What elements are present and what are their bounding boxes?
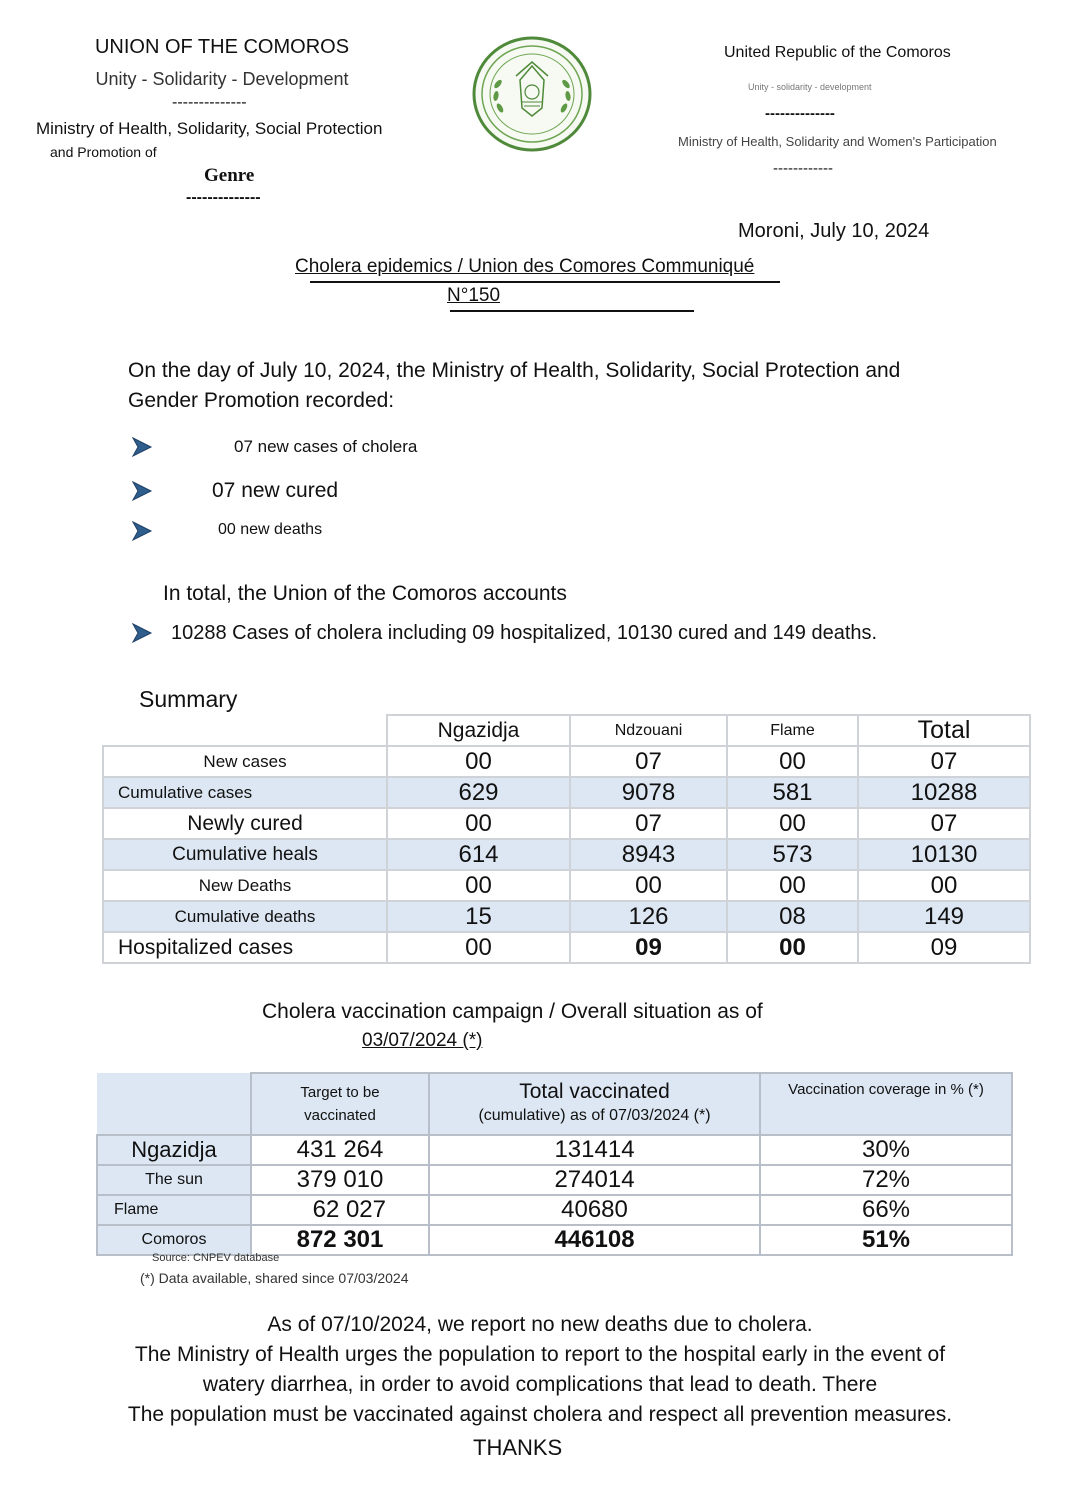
table-row xyxy=(103,746,1030,777)
summary-col-flame: Flame xyxy=(727,715,858,746)
cell: 446108 xyxy=(429,1225,760,1255)
cell: 66% xyxy=(760,1195,1012,1225)
row-label: Cumulative deaths xyxy=(103,901,387,932)
cell: 9078 xyxy=(570,777,727,808)
bullet-new-cases: 07 new cases of cholera xyxy=(234,437,418,456)
cell: 00 xyxy=(727,870,858,901)
cell: 149 xyxy=(858,901,1030,932)
vaccination-corner xyxy=(97,1073,251,1135)
closing-line: The population must be vaccinated against cholera and respect all prevention measures. xyxy=(127,1403,953,1426)
cell: 00 xyxy=(727,808,858,839)
row-label: Flame xyxy=(97,1195,251,1225)
cell: 09 xyxy=(570,932,727,963)
arrow-bullet-icon xyxy=(131,520,153,542)
cell: 00 xyxy=(858,870,1030,901)
closing-line: The Ministry of Health urges the population to report to the hospital early in the event of xyxy=(134,1343,946,1366)
header-total-line2: (cumulative) as of 07/03/2024 (*) xyxy=(478,1107,711,1124)
cell: 00 xyxy=(387,746,570,777)
arrow-bullet-icon xyxy=(131,622,153,644)
header-total xyxy=(429,1073,760,1135)
table-row xyxy=(103,870,1030,901)
cell: 00 xyxy=(387,870,570,901)
cell: 10130 xyxy=(858,839,1030,870)
communique-number: N°150 xyxy=(447,285,501,306)
row-label: Hospitalized cases xyxy=(103,932,387,963)
cell: 40680 xyxy=(429,1195,760,1225)
number-underline xyxy=(450,310,694,312)
cell: 00 xyxy=(570,870,727,901)
cell: 62 027 xyxy=(251,1195,429,1225)
cell: 07 xyxy=(858,808,1030,839)
cell: 629 xyxy=(387,777,570,808)
cell: 08 xyxy=(727,901,858,932)
row-label: Newly cured xyxy=(103,808,387,839)
cell: 07 xyxy=(570,808,727,839)
summary-col-ngazidja: Ngazidja xyxy=(387,715,570,746)
table-row xyxy=(103,901,1030,932)
summary-col-total: Total xyxy=(858,715,1030,746)
summary-heading: Summary xyxy=(139,686,238,712)
cell: 07 xyxy=(858,746,1030,777)
vaccination-title-date: 03/07/2024 (*) xyxy=(362,1030,483,1051)
row-label: Comoros xyxy=(97,1225,251,1255)
cell: 09 xyxy=(858,932,1030,963)
header-left-divider-2: -------------- xyxy=(186,189,261,206)
row-label: New cases xyxy=(103,746,387,777)
table-row xyxy=(97,1135,1012,1165)
closing-paragraph xyxy=(40,1310,1040,1430)
summary-table xyxy=(102,714,1031,964)
cell: 10288 xyxy=(858,777,1030,808)
cell: 131414 xyxy=(429,1135,760,1165)
thanks-text: THANKS xyxy=(473,1435,563,1460)
table-row xyxy=(97,1165,1012,1195)
header-coverage xyxy=(760,1073,1012,1135)
summary-col-ndzouani: Ndzouani xyxy=(570,715,727,746)
vaccination-header-row xyxy=(97,1073,1012,1135)
cell: 274014 xyxy=(429,1165,760,1195)
intro-paragraph: On the day of July 10, 2024, the Ministry of Health, Solidarity, Social Protection and Gender Promotion recorded: xyxy=(128,359,901,412)
table-row xyxy=(103,808,1030,839)
communique-title: Cholera epidemics / Union des Comores Communiqué xyxy=(295,256,755,277)
cell: 581 xyxy=(727,777,858,808)
header-left-ministry-line3: Genre xyxy=(204,165,255,186)
header-right-ministry: Ministry of Health, Solidarity and Women's Participation xyxy=(678,134,997,149)
cell: 872 301 xyxy=(251,1225,429,1255)
table-row xyxy=(103,839,1030,870)
vaccination-title: Cholera vaccination campaign / Overall situation as of xyxy=(262,1000,763,1023)
cell: 431 264 xyxy=(251,1135,429,1165)
cell: 00 xyxy=(387,808,570,839)
cell: 614 xyxy=(387,839,570,870)
cell: 379 010 xyxy=(251,1165,429,1195)
header-total-line1: Total vaccinated xyxy=(519,1080,670,1103)
document-date: Moroni, July 10, 2024 xyxy=(738,220,930,242)
row-label: Ngazidja xyxy=(97,1135,251,1165)
row-label: New Deaths xyxy=(103,870,387,901)
header-coverage-label: Vaccination coverage in % (*) xyxy=(788,1081,984,1098)
table-row xyxy=(103,932,1030,963)
summary-corner xyxy=(103,715,387,746)
cell: 573 xyxy=(727,839,858,870)
bullet-new-cured: 07 new cured xyxy=(212,479,339,502)
table-row xyxy=(97,1195,1012,1225)
title-underline xyxy=(310,281,780,283)
arrow-bullet-icon xyxy=(131,480,153,502)
summary-header-row xyxy=(103,715,1030,746)
cell: 51% xyxy=(760,1225,1012,1255)
closing-line: As of 07/10/2024, we report no new deaths due to cholera. xyxy=(267,1313,813,1336)
closing-line: watery diarrhea, in order to avoid complications that lead to death. There xyxy=(202,1373,878,1396)
header-right-country: United Republic of the Comoros xyxy=(724,44,951,61)
header-left-country: UNION OF THE COMOROS xyxy=(94,36,350,58)
row-label: Cumulative heals xyxy=(103,839,387,870)
header-right-motto: Unity - solidarity - development xyxy=(748,82,872,92)
header-target-line1: Target to be xyxy=(300,1084,380,1101)
cell: 30% xyxy=(760,1135,1012,1165)
header-left-divider: -------------- xyxy=(172,94,247,111)
cell: 126 xyxy=(570,901,727,932)
cell: 00 xyxy=(387,932,570,963)
row-label: Cumulative cases xyxy=(103,777,387,808)
total-intro: In total, the Union of the Comoros accounts xyxy=(163,582,567,605)
cell: 8943 xyxy=(570,839,727,870)
row-label: The sun xyxy=(97,1165,251,1195)
cell: 00 xyxy=(727,932,858,963)
data-note: (*) Data available, shared since 07/03/2024 xyxy=(140,1270,409,1286)
cell: 00 xyxy=(727,746,858,777)
cell: 15 xyxy=(387,901,570,932)
cell: 72% xyxy=(760,1165,1012,1195)
header-right-divider: -------------- xyxy=(765,105,835,122)
header-left-ministry: Ministry of Health, Solidarity, Social Protection xyxy=(36,119,383,138)
cell: 07 xyxy=(570,746,727,777)
header-target xyxy=(251,1073,429,1135)
arrow-bullet-icon xyxy=(131,436,153,458)
national-seal-icon xyxy=(472,36,592,152)
vaccination-table xyxy=(96,1072,1013,1256)
header-right-divider-2: ------------ xyxy=(773,160,833,177)
table-row xyxy=(97,1225,1012,1255)
bullet-new-deaths: 00 new deaths xyxy=(218,521,323,538)
bullet-total-cases: 10288 Cases of cholera including 09 hospitalized, 10130 cured and 149 deaths. xyxy=(171,622,878,644)
source-note: Source: CNPEV database xyxy=(152,1252,280,1264)
header-left-ministry-line2: and Promotion of xyxy=(50,144,157,160)
header-target-line2: vaccinated xyxy=(304,1107,376,1124)
header-left-motto: Unity - Solidarity - Development xyxy=(95,69,349,89)
table-row xyxy=(103,777,1030,808)
